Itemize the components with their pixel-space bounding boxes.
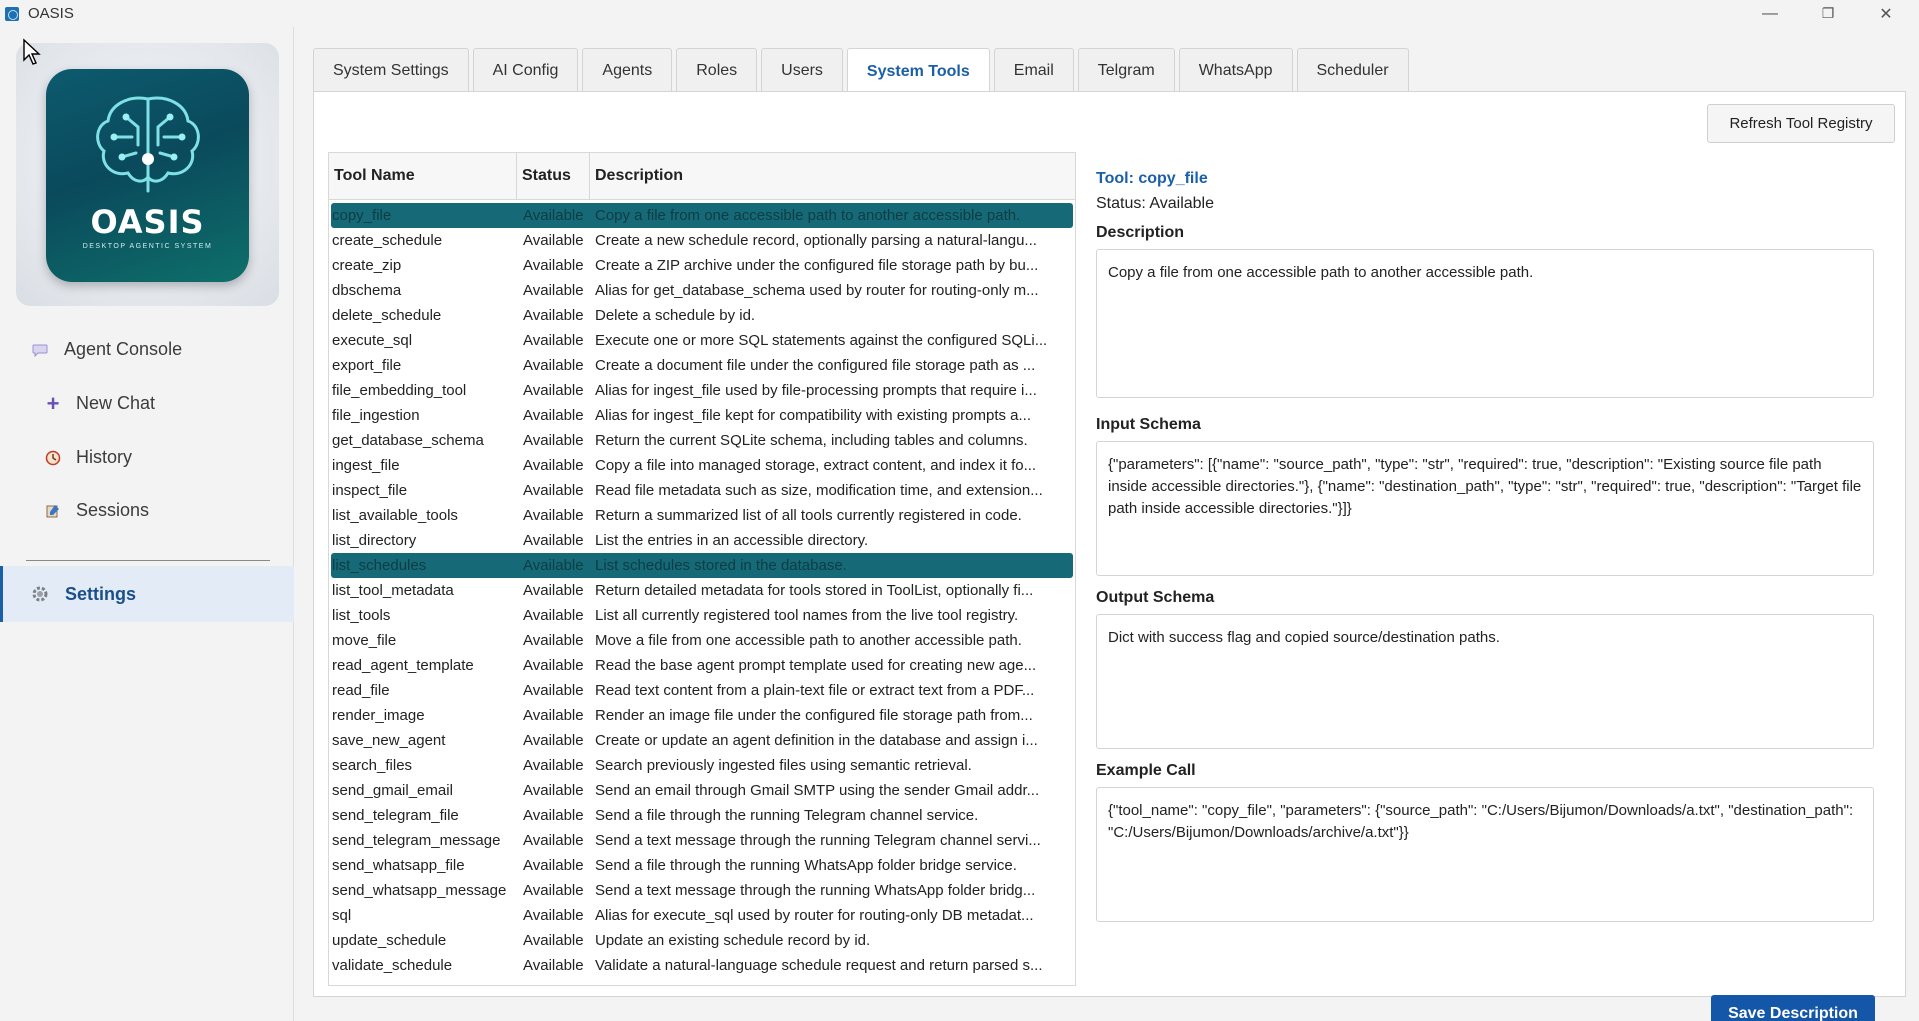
column-header-status[interactable]: Status xyxy=(517,153,590,199)
cell-tool-name: ingest_file xyxy=(332,457,400,474)
table-row[interactable] xyxy=(331,228,1073,253)
description-label: Description xyxy=(1096,224,1185,241)
cell-tool-name: file_embedding_tool xyxy=(332,382,467,399)
example-call-label: Example Call xyxy=(1096,762,1196,779)
cell-tool-name: move_file xyxy=(332,632,397,649)
cell-status: Available xyxy=(523,582,584,599)
cell-tool-name: read_agent_template xyxy=(332,657,474,674)
cell-status: Available xyxy=(523,907,584,924)
table-row[interactable] xyxy=(331,753,1073,778)
table-row[interactable] xyxy=(331,903,1073,928)
table-row[interactable] xyxy=(331,503,1073,528)
cell-description: Create a document file under the configured file storage path as ... xyxy=(595,357,1036,374)
cell-description: Return the current SQLite schema, including tables and columns. xyxy=(595,432,1028,449)
cell-status: Available xyxy=(523,932,584,949)
cell-tool-name: inspect_file xyxy=(332,482,408,499)
cell-status: Available xyxy=(523,607,584,624)
sidebar-item-new-chat[interactable] xyxy=(0,381,294,426)
sidebar-item-history[interactable] xyxy=(0,435,294,480)
tab-telegram[interactable]: Telgram xyxy=(1078,48,1175,92)
cell-description: Render an image file under the configured file storage path from... xyxy=(595,707,1033,724)
sidebar-item-settings[interactable] xyxy=(0,566,294,622)
cell-status: Available xyxy=(523,782,584,799)
table-row[interactable] xyxy=(331,603,1073,628)
table-row[interactable] xyxy=(331,478,1073,503)
cell-status: Available xyxy=(523,757,584,774)
cell-description: Return a summarized list of all tools currently registered in code. xyxy=(595,507,1022,524)
cell-tool-name: copy_file xyxy=(332,207,392,224)
tool-title: Tool: copy_file xyxy=(1096,170,1208,187)
cell-status: Available xyxy=(523,657,584,674)
clock-icon xyxy=(44,449,62,467)
title-bar xyxy=(0,0,1919,27)
cell-status: Available xyxy=(523,882,584,899)
cell-tool-name: search_files xyxy=(332,757,413,774)
tab-ai-config[interactable]: AI Config xyxy=(473,48,579,92)
cell-tool-name: update_schedule xyxy=(332,932,447,949)
cell-tool-name: send_gmail_email xyxy=(332,782,453,799)
cell-tool-name: list_available_tools xyxy=(332,507,458,524)
cell-status: Available xyxy=(523,357,584,374)
tab-users[interactable]: Users xyxy=(761,48,843,92)
system-tools-panel xyxy=(313,91,1906,1021)
cell-status: Available xyxy=(523,282,584,299)
cell-status: Available xyxy=(523,382,584,399)
cell-description: Alias for ingest_file used by file-processing prompts that require i... xyxy=(595,382,1037,399)
table-row[interactable] xyxy=(331,728,1073,753)
tab-scheduler[interactable]: Scheduler xyxy=(1297,48,1409,92)
cell-status: Available xyxy=(523,957,584,974)
table-row[interactable] xyxy=(331,778,1073,803)
cell-tool-name: file_ingestion xyxy=(332,407,420,424)
table-row[interactable] xyxy=(331,353,1073,378)
gear-icon xyxy=(31,585,49,603)
sidebar-item-label: New Chat xyxy=(76,393,156,413)
plus-icon: + xyxy=(46,390,60,416)
cell-tool-name: dbschema xyxy=(332,282,402,299)
table-row[interactable] xyxy=(331,303,1073,328)
app-icon xyxy=(5,7,19,21)
cell-tool-name: validate_schedule xyxy=(332,957,453,974)
cell-description: Create a new schedule record, optionally parsing a natural-langu... xyxy=(595,232,1037,249)
sessions-icon xyxy=(44,502,62,520)
cell-description: Send a text message through the running Telegram channel servi... xyxy=(595,832,1041,849)
cell-tool-name: list_schedules xyxy=(332,557,427,574)
cell-description: Copy a file from one accessible path to another accessible path. xyxy=(595,207,1021,224)
column-header-tool-name[interactable]: Tool Name xyxy=(329,153,517,199)
tab-email[interactable]: Email xyxy=(994,48,1074,92)
table-row[interactable] xyxy=(331,203,1073,228)
table-row[interactable] xyxy=(331,878,1073,903)
tab-system-tools[interactable]: System Tools xyxy=(847,48,990,94)
cell-status: Available xyxy=(523,832,584,849)
cell-status: Available xyxy=(523,432,584,449)
maximize-button[interactable]: ❐ xyxy=(1821,5,1835,21)
refresh-tool-registry-button[interactable]: Refresh Tool Registry xyxy=(1707,104,1895,143)
cell-description: List all currently registered tool names from the live tool registry. xyxy=(595,607,1019,624)
logo-name: OASIS xyxy=(90,203,205,241)
cell-status: Available xyxy=(523,532,584,549)
cell-description: Alias for get_database_schema used by router for routing-only m... xyxy=(595,282,1039,299)
table-row[interactable] xyxy=(331,653,1073,678)
cell-description: Send a text message through the running WhatsApp folder bridg... xyxy=(595,882,1036,899)
cell-tool-name: create_schedule xyxy=(332,232,443,249)
settings-tabs xyxy=(313,48,1413,92)
cell-status: Available xyxy=(523,857,584,874)
chat-bubble-icon xyxy=(31,341,49,359)
sidebar-divider xyxy=(26,560,270,561)
cell-description: Return detailed metadata for tools stored in ToolList, optionally fi... xyxy=(595,582,1034,599)
output-schema-label: Output Schema xyxy=(1096,589,1215,606)
output-schema-field[interactable]: Dict with success flag and copied source/destination paths. xyxy=(1096,614,1874,749)
column-header-description[interactable]: Description xyxy=(595,167,684,184)
cell-tool-name: send_whatsapp_message xyxy=(332,882,507,899)
cell-description: Search previously ingested files using semantic retrieval. xyxy=(595,757,972,774)
sidebar-item-label: Settings xyxy=(65,583,137,604)
cell-description: Send a file through the running WhatsApp folder bridge service. xyxy=(595,857,1017,874)
cell-description: Create a ZIP archive under the configured file storage path by bu... xyxy=(595,257,1039,274)
table-row[interactable] xyxy=(331,278,1073,303)
cell-status: Available xyxy=(523,707,584,724)
cell-tool-name: list_tools xyxy=(332,607,391,624)
sidebar-item-sessions[interactable] xyxy=(0,488,294,533)
cell-description: Read file metadata such as size, modification time, and extension... xyxy=(595,482,1043,499)
logo-tagline: DESKTOP AGENTIC SYSTEM xyxy=(82,243,213,250)
cell-status: Available xyxy=(523,207,584,224)
cell-description: Execute one or more SQL statements against the configured SQLi... xyxy=(595,332,1048,349)
sidebar-item-label: History xyxy=(76,447,133,467)
cell-description: Read text content from a plain-text file or extract text from a PDF... xyxy=(595,682,1035,699)
table-row[interactable] xyxy=(331,578,1073,603)
cell-description: Validate a natural-language schedule request and return parsed s... xyxy=(595,957,1043,974)
cell-status: Available xyxy=(523,232,584,249)
sidebar-item-label: Sessions xyxy=(76,500,150,520)
table-row[interactable] xyxy=(331,703,1073,728)
table-row[interactable] xyxy=(331,403,1073,428)
table-header xyxy=(329,153,1075,200)
cell-description: Send an email through Gmail SMTP using the sender Gmail addr... xyxy=(595,782,1040,799)
tools-table xyxy=(328,152,1076,986)
description-field[interactable]: Copy a file from one accessible path to another accessible path. xyxy=(1096,249,1874,398)
main-area xyxy=(295,27,1919,1021)
input-schema-field[interactable]: {"parameters": [{"name": "source_path", "type": "str", "required": true, "description": "Existing source file path inside accessible directories."}, {"name": "destination_path", "type": "str", "required": true, "description": "Target file path inside accessible directories."}]} xyxy=(1096,441,1874,576)
tab-roles[interactable]: Roles xyxy=(676,48,757,92)
cell-description: Send a file through the running Telegram channel service. xyxy=(595,807,979,824)
oasis-logo xyxy=(46,69,249,282)
cell-description: Copy a file into managed storage, extract content, and index it fo... xyxy=(595,457,1037,474)
cell-tool-name: export_file xyxy=(332,357,402,374)
save-description-button[interactable]: Save Description xyxy=(1711,995,1875,1021)
cell-status: Available xyxy=(523,682,584,699)
table-body xyxy=(329,200,1075,978)
cell-tool-name: render_image xyxy=(332,707,425,724)
tool-status: Status: Available xyxy=(1096,195,1215,212)
cell-description: List schedules stored in the database. xyxy=(595,557,847,574)
cell-description: Move a file from one accessible path to another accessible path. xyxy=(595,632,1022,649)
cell-status: Available xyxy=(523,632,584,649)
table-row[interactable] xyxy=(331,803,1073,828)
cell-status: Available xyxy=(523,407,584,424)
table-row[interactable] xyxy=(331,678,1073,703)
cell-status: Available xyxy=(523,807,584,824)
table-row[interactable] xyxy=(331,253,1073,278)
cell-tool-name: read_file xyxy=(332,682,390,699)
tab-whatsapp[interactable]: WhatsApp xyxy=(1179,48,1293,92)
cell-status: Available xyxy=(523,307,584,324)
cell-description: Create or update an agent definition in the database and assign i... xyxy=(595,732,1038,749)
close-button[interactable]: ✕ xyxy=(1879,5,1893,23)
cell-description: Update an existing schedule record by id. xyxy=(595,932,871,949)
table-row[interactable] xyxy=(331,828,1073,853)
cell-tool-name: create_zip xyxy=(332,257,402,274)
cell-description: Read the base agent prompt template used for creating new age... xyxy=(595,657,1037,674)
table-row[interactable] xyxy=(331,628,1073,653)
table-row[interactable] xyxy=(331,453,1073,478)
sidebar xyxy=(0,27,294,1021)
cell-status: Available xyxy=(523,332,584,349)
cell-tool-name: list_tool_metadata xyxy=(332,582,454,599)
cell-status: Available xyxy=(523,257,584,274)
table-row[interactable] xyxy=(331,553,1073,578)
cell-status: Available xyxy=(523,557,584,574)
cell-status: Available xyxy=(523,457,584,474)
table-row[interactable] xyxy=(331,928,1073,953)
cell-status: Available xyxy=(523,507,584,524)
cell-description: Delete a schedule by id. xyxy=(595,307,756,324)
input-schema-label: Input Schema xyxy=(1096,416,1201,433)
cell-tool-name: save_new_agent xyxy=(332,732,446,749)
mouse-cursor-icon xyxy=(22,38,42,66)
tab-agents[interactable]: Agents xyxy=(582,48,672,92)
cell-tool-name: delete_schedule xyxy=(332,307,442,324)
brain-circuit-icon xyxy=(88,87,208,197)
table-row[interactable] xyxy=(331,428,1073,453)
cell-tool-name: list_directory xyxy=(332,532,417,549)
cell-description: Alias for ingest_file kept for compatibility with existing prompts a... xyxy=(595,407,1032,424)
table-row[interactable] xyxy=(331,328,1073,353)
cell-tool-name: get_database_schema xyxy=(332,432,484,449)
sidebar-item-agent-console[interactable] xyxy=(0,327,294,372)
window-title: OASIS xyxy=(28,5,74,22)
cell-tool-name: send_telegram_file xyxy=(332,807,459,824)
table-row[interactable] xyxy=(331,378,1073,403)
tab-system-settings[interactable]: System Settings xyxy=(313,48,469,92)
cell-status: Available xyxy=(523,482,584,499)
cell-tool-name: send_telegram_message xyxy=(332,832,501,849)
logo-card xyxy=(16,43,279,306)
cell-tool-name: execute_sql xyxy=(332,332,413,349)
table-row[interactable] xyxy=(331,853,1073,878)
example-call-field[interactable]: {"tool_name": "copy_file", "parameters": {"source_path": "C:/Users/Bijumon/Downloads/a.txt", "destination_path": "C:/Users/Bijumon/Downloads/archive/a.txt"}} xyxy=(1096,787,1874,922)
cell-tool-name: send_whatsapp_file xyxy=(332,857,465,874)
cell-description: Alias for execute_sql used by router for routing-only DB metadat... xyxy=(595,907,1034,924)
table-row[interactable] xyxy=(331,528,1073,553)
sidebar-item-label: Agent Console xyxy=(64,339,183,359)
table-row[interactable] xyxy=(331,953,1073,978)
minimize-button[interactable]: — xyxy=(1762,4,1778,22)
cell-status: Available xyxy=(523,732,584,749)
cell-tool-name: sql xyxy=(332,907,352,924)
cell-description: List the entries in an accessible directory. xyxy=(595,532,869,549)
